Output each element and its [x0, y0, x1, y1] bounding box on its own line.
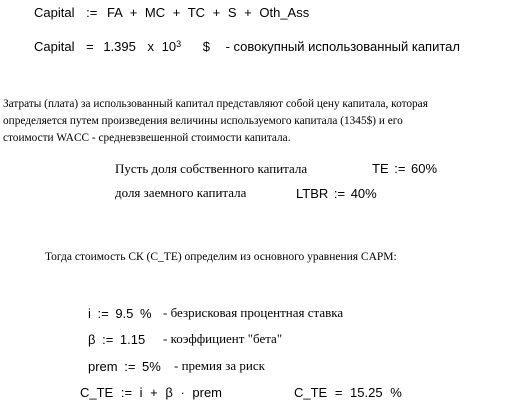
beta-formula: β := 1.15: [88, 332, 146, 347]
equity-share-label: Пусть доля собственного капитала: [115, 161, 308, 176]
paragraph-line-1: Затраты (плата) за использованный капитал представляют собой цену капитала, которая: [3, 98, 428, 110]
capital-value-lhs: Capital: [34, 39, 75, 54]
capital-value-exponent: 3: [176, 39, 182, 49]
capital-formula-lhs: Capital: [34, 5, 75, 20]
capital-value-unit: $: [202, 39, 210, 54]
capital-value-description: - совокупный использованный капитал: [225, 39, 460, 54]
capm-intro: Тогда стоимость СК (C_TE) определим из основного уравнения CAPM:: [45, 251, 397, 263]
capital-value-line: [34, 40, 460, 53]
risk-free-formula: i := 9.5 %: [88, 306, 152, 321]
debt-share-formula: LTBR := 40%: [296, 186, 377, 201]
premium-description: - премия за риск: [174, 358, 265, 373]
cost-of-capital-paragraph: [3, 96, 508, 147]
cost-equity-formula: C_TE := i + β · prem: [80, 385, 223, 400]
risk-free-description: - безрисковая процентная ставка: [163, 305, 344, 320]
capital-formula-op: :=: [86, 5, 98, 20]
capital-formula-line: [34, 6, 309, 19]
paragraph-line-3: стоимости WACC - средневзвешенной стоимости капитала.: [3, 132, 291, 144]
debt-share-label: доля заемного капитала: [115, 185, 247, 200]
capital-value-op: =: [86, 39, 94, 54]
capital-value-number: 1.395: [103, 39, 136, 54]
cost-equity-result: C_TE = 15.25 %: [294, 385, 402, 400]
beta-description: - коэффициент "бета": [163, 331, 283, 346]
paragraph-line-2: определяется путем произведения величины используемого капитала (1345$) и его: [3, 115, 403, 127]
capital-value-times: x 10: [147, 39, 177, 54]
capital-formula-rhs: FA + MC + TC + S + Oth_Ass: [106, 5, 310, 20]
premium-formula: prem := 5%: [88, 359, 161, 374]
equity-share-formula: TE := 60%: [372, 161, 438, 176]
